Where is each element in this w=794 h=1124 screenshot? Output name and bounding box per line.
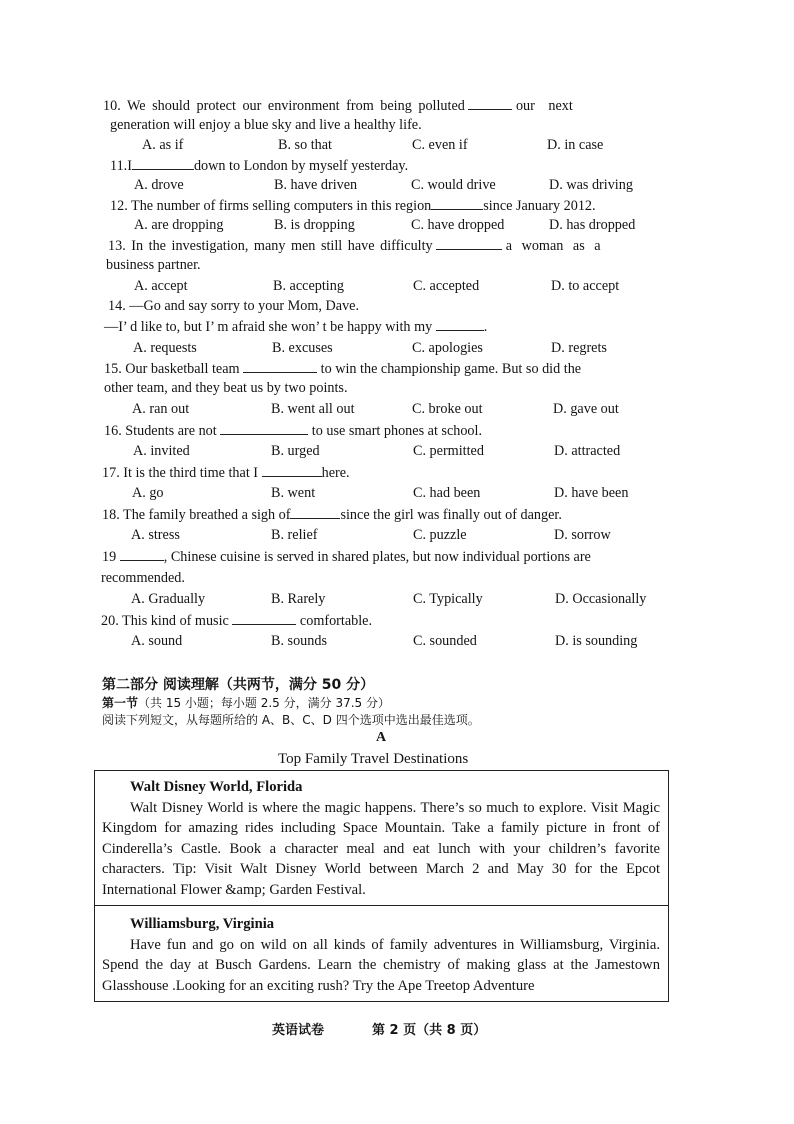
q15-option-b[interactable]: B. went all out xyxy=(271,401,355,417)
q12-stem-b: since January 2012. xyxy=(483,198,596,214)
section-heading: 第二部分 阅读理解（共两节，满分 50 分） xyxy=(102,677,375,693)
q14-option-c[interactable]: C. apologies xyxy=(412,340,483,356)
q15-option-a[interactable]: A. ran out xyxy=(132,401,190,417)
q16-stem-b: to use smart phones at school. xyxy=(311,423,483,439)
q10-option-a[interactable]: A. as if xyxy=(142,137,184,153)
q20-stem-b: comfortable. xyxy=(299,613,373,629)
q16-line1 xyxy=(104,422,482,440)
q20-option-b[interactable]: B. sounds xyxy=(271,633,327,649)
answer-blank xyxy=(431,197,483,210)
q16-option-a[interactable]: A. invited xyxy=(133,443,190,459)
reading-instruction: 阅读下列短文，从每题所给的 A、B、C、D 四个选项中选出最佳选项。 xyxy=(102,713,480,727)
q14-stem-a: —I’ d like to, but I’ m afraid she won’ t be happy with my xyxy=(104,319,433,335)
q17-option-a[interactable]: A. go xyxy=(132,485,164,501)
q19-stem-a: 19 xyxy=(102,549,117,565)
q15-line1 xyxy=(104,360,581,378)
q13-option-d[interactable]: D. to accept xyxy=(551,278,620,294)
footer-page-number: 第 2 页（共 8 页） xyxy=(372,1023,487,1038)
q10-line2: generation will enjoy a blue sky and live a healthy life. xyxy=(110,117,422,133)
q12-option-d[interactable]: D. has dropped xyxy=(549,217,636,233)
answer-blank xyxy=(120,548,164,561)
q16-stem-a: 16. Students are not xyxy=(104,423,217,439)
answer-blank xyxy=(436,237,502,250)
q19-stem-b: , Chinese cuisine is served in shared plates, but now individual portions are xyxy=(163,549,591,565)
q13-option-c[interactable]: C. accepted xyxy=(413,278,480,294)
answer-blank xyxy=(290,506,340,519)
subheading-label: 第一节 xyxy=(102,696,139,710)
q11-stem-a: 11.I xyxy=(110,158,132,174)
q19-line1 xyxy=(102,548,591,566)
q17-option-b[interactable]: B. went xyxy=(271,485,316,501)
q19-option-d[interactable]: D. Occasionally xyxy=(555,591,647,607)
q12-stem-a: 12. The number of firms selling computers in this region xyxy=(110,198,432,214)
q18-option-a[interactable]: A. stress xyxy=(131,527,180,543)
q19-option-c[interactable]: C. Typically xyxy=(413,591,483,607)
q18-option-d[interactable]: D. sorrow xyxy=(554,527,611,543)
destination-title: Williamsburg, Virginia xyxy=(130,916,275,932)
q15-stem-b: to win the championship game. But so did the xyxy=(320,361,582,377)
q14-line1: 14. —Go and say sorry to your Mom, Dave. xyxy=(108,298,360,314)
q14-option-a[interactable]: A. requests xyxy=(133,340,197,356)
q15-option-d[interactable]: D. gave out xyxy=(553,401,619,417)
q18-line1 xyxy=(102,506,562,524)
q14-line2 xyxy=(104,318,487,336)
passage-title: Top Family Travel Destinations xyxy=(278,751,469,767)
destination-williamsburg xyxy=(102,914,660,996)
section-subheading xyxy=(102,694,390,711)
q20-option-c[interactable]: C. sounded xyxy=(413,633,477,649)
answer-blank xyxy=(232,612,296,625)
q17-option-c[interactable]: C. had been xyxy=(413,485,481,501)
q12-option-a[interactable]: A. are dropping xyxy=(134,217,224,233)
destination-text: Have fun and go on wild on all kinds of family adventures in Williamsburg, Virginia. Spend the day at Busch Gardens. Learn the chemistry of making glass at the Jamestown Glasshouse .Looking for an exciting rush? Try the Ape Treetop Adventure xyxy=(102,936,660,994)
q18-stem-a: 18. The family breathed a sigh of xyxy=(102,507,291,523)
answer-blank xyxy=(132,157,194,170)
q11-option-a[interactable]: A. drove xyxy=(134,177,184,193)
q16-option-b[interactable]: B. urged xyxy=(271,443,320,459)
q14-stem-b: . xyxy=(483,319,488,335)
answer-blank xyxy=(220,422,308,435)
q20-stem-a: 20. This kind of music xyxy=(101,613,229,629)
q18-option-b[interactable]: B. relief xyxy=(271,527,318,543)
q20-option-a[interactable]: A. sound xyxy=(131,633,183,649)
q19-option-a[interactable]: A. Gradually xyxy=(131,591,206,607)
destination-text: Walt Disney World is where the magic happens. There’s so much to explore. Visit Magic Kingdom for amazing rides including Space Mountain. Take a family picture in front of Cinderella’s Castle. Book a character meal and eat lunch with your children’s favorite characters. Tip: Visit Walt Disney World between March 2 and May 30 for the Epcot International Flower &amp; Garden Festival. xyxy=(102,799,660,898)
q17-stem-a: 17. It is the third time that I xyxy=(102,465,259,481)
subheading-detail: （共 15 小题；每小题 2.5 分，满分 37.5 分） xyxy=(138,696,390,710)
answer-blank xyxy=(262,464,322,477)
q17-line1 xyxy=(102,464,350,482)
destination-title: Walt Disney World, Florida xyxy=(130,779,303,795)
q17-stem-b: here. xyxy=(321,465,350,481)
q20-option-d[interactable]: D. is sounding xyxy=(555,633,638,649)
q13-stem-b: a woman as a xyxy=(505,238,601,254)
q10-line1 xyxy=(103,97,573,115)
answer-blank xyxy=(468,97,512,110)
q10-stem-b: our next xyxy=(515,98,573,114)
q12-option-b[interactable]: B. is dropping xyxy=(274,217,355,233)
q11-option-b[interactable]: B. have driven xyxy=(274,177,358,193)
q14-option-d[interactable]: D. regrets xyxy=(551,340,607,356)
q13-option-a[interactable]: A. accept xyxy=(134,278,188,294)
q20-line1 xyxy=(101,612,372,630)
q19-option-b[interactable]: B. Rarely xyxy=(271,591,326,607)
q10-option-d[interactable]: D. in case xyxy=(547,137,604,153)
q11-option-d[interactable]: D. was driving xyxy=(549,177,633,193)
q15-option-c[interactable]: C. broke out xyxy=(412,401,483,417)
q14-option-b[interactable]: B. excuses xyxy=(272,340,333,356)
q11-option-c[interactable]: C. would drive xyxy=(411,177,496,193)
q12-option-c[interactable]: C. have dropped xyxy=(411,217,505,233)
q18-option-c[interactable]: C. puzzle xyxy=(413,527,467,543)
q16-option-d[interactable]: D. attracted xyxy=(554,443,621,459)
q17-option-d[interactable]: D. have been xyxy=(554,485,629,501)
q13-option-b[interactable]: B. accepting xyxy=(273,278,344,294)
q16-option-c[interactable]: C. permitted xyxy=(413,443,484,459)
q11-line1 xyxy=(110,157,408,175)
q10-stem-a: 10. We should protect our environment from being polluted xyxy=(103,98,465,114)
q15-stem-a: 15. Our basketball team xyxy=(104,361,240,377)
q19-line2: recommended. xyxy=(101,570,185,586)
answer-blank xyxy=(243,360,317,373)
q15-line2: other team, and they beat us by two points. xyxy=(104,380,348,396)
q12-line1 xyxy=(110,197,596,215)
destination-disney xyxy=(102,777,660,900)
q13-line1 xyxy=(108,237,601,255)
q10-option-b[interactable]: B. so that xyxy=(278,137,332,153)
q13-stem-a: 13. In the investigation, many men still have difficulty xyxy=(108,238,433,254)
answer-blank xyxy=(436,318,484,331)
footer-subject: 英语试卷 xyxy=(272,1023,325,1038)
q11-stem-b: down to London by myself yesterday. xyxy=(193,158,409,174)
passage-letter: A xyxy=(376,730,387,745)
q18-stem-b: since the girl was finally out of danger. xyxy=(340,507,562,523)
q10-option-c[interactable]: C. even if xyxy=(412,137,468,153)
q13-line2: business partner. xyxy=(106,257,201,273)
